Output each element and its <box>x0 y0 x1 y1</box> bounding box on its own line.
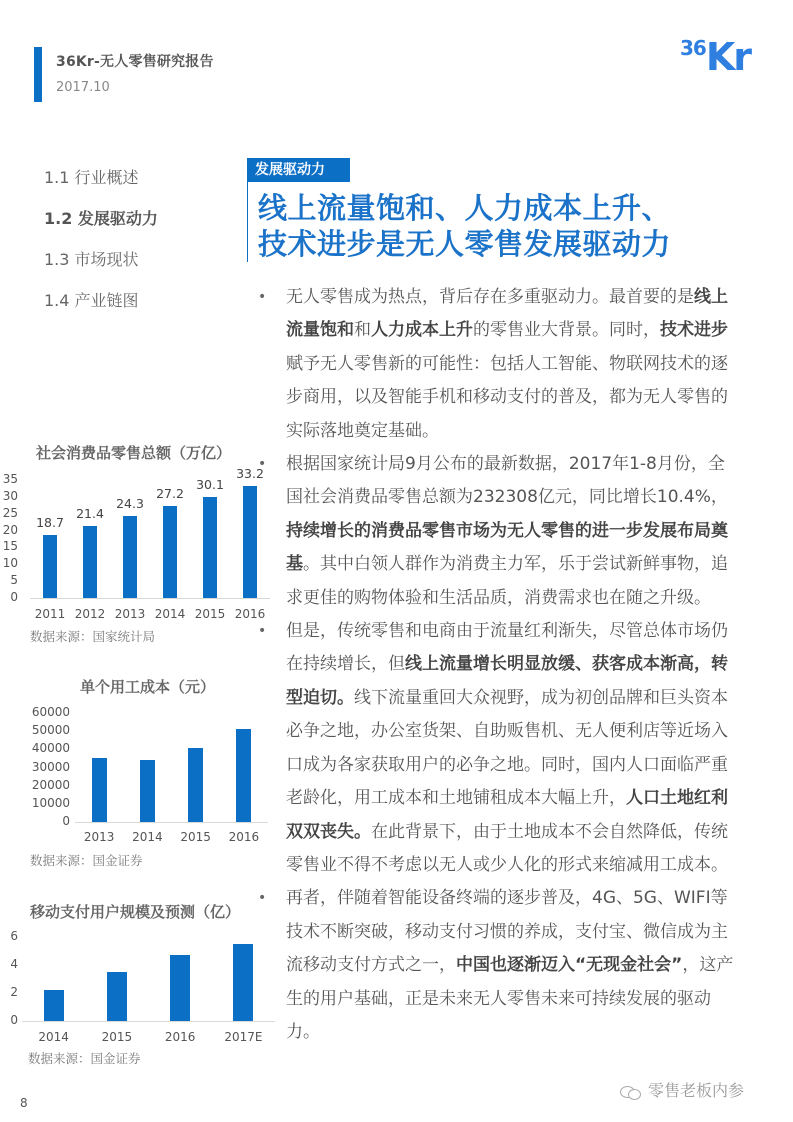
x-axis-tick: 2014 <box>154 607 186 621</box>
x-axis-tick: 2013 <box>114 607 146 621</box>
bar-2011 <box>43 535 57 598</box>
body-text-segment: 在此背景下，由于土地成本不会自然降低，传统零售业不得不考虑以无人或少人化的形式来缩减用工成本。 <box>286 821 728 875</box>
x-axis-tick: 2016 <box>228 830 260 844</box>
chart-source: 数据来源：国家统计局 <box>30 629 156 644</box>
y-axis-tick: 50000 <box>31 723 70 738</box>
x-axis-tick: 2011 <box>34 607 66 621</box>
y-axis-tick: 20 <box>2 522 18 537</box>
wechat-icon <box>620 1084 642 1100</box>
y-axis-tick: 4 <box>10 957 18 971</box>
y-axis-tick: 10000 <box>31 795 70 810</box>
toc-item-market[interactable]: 1.3 市场现状 <box>44 250 139 269</box>
y-axis-tick: 0 <box>62 814 70 828</box>
emphasis-text: 技术进步 <box>660 320 728 341</box>
watermark-text: 零售老板内参 <box>648 1081 745 1100</box>
table-of-contents <box>44 165 158 329</box>
bar-2015 <box>188 748 203 822</box>
section-title-line-1: 线上流量饱和、人力成本上升、 <box>258 191 672 225</box>
paragraph-3 <box>258 615 738 882</box>
body-text-segment: 线下流量重回大众视野，成为初创品牌和巨头资本必争之地，办公室货架、自助贩售机、无人便利店等近场入口成为各家获取用户的必争之地。同时，国内人口面临严重老龄化，用工成本和土地铺租成本大幅上升， <box>286 687 728 809</box>
bar-2013 <box>123 516 137 598</box>
bar-2014 <box>44 990 64 1021</box>
body-text-segment: 无人零售成为热点，背后存在多重驱动力。最首要的是 <box>286 287 694 307</box>
body-text-segment: 但是，传统零售和电商由于流量红利渐失，尽管总体市场仍在持续增长，但 <box>286 621 728 675</box>
paragraph-1 <box>258 281 738 448</box>
x-axis-tick: 2013 <box>83 830 115 844</box>
toc-item-drivers[interactable]: 1.2 发展驱动力 <box>44 209 158 228</box>
bar-2016 <box>236 729 251 822</box>
body-text-segment: 再者，伴随着智能设备终端的逐步普及，4G、5G、WIFI等技术不断突破，移动支付习惯的养成，支付宝、微信成为主流移动支付方式之一， <box>286 888 728 976</box>
data-label: 18.7 <box>36 514 64 530</box>
y-axis-tick: 0 <box>10 1013 18 1027</box>
chart-title: 社会消费品零售总额（万亿） <box>36 444 232 462</box>
x-axis-tick: 2012 <box>74 607 106 621</box>
paragraph-4 <box>258 882 738 1049</box>
wechat-watermark <box>620 1078 744 1101</box>
toc-item-industry-chain[interactable]: 1.4 产业链图 <box>44 291 139 310</box>
chart-title: 移动支付用户规模及预测（亿） <box>30 903 241 921</box>
bar-2017E <box>233 944 253 1021</box>
x-axis-line <box>22 1021 275 1022</box>
header-accent-bar <box>34 47 42 102</box>
bar-2013 <box>92 758 107 822</box>
section-tag: 发展驱动力 <box>247 158 350 182</box>
x-axis-tick: 2016 <box>164 1030 196 1044</box>
emphasis-text: 持续增长的消费品零售市场为无人零售的进一步发展布局奠基 <box>286 520 728 575</box>
y-axis-tick: 2 <box>10 985 18 999</box>
y-axis-tick: 0 <box>10 590 18 604</box>
y-axis-tick: 60000 <box>31 705 70 719</box>
x-axis-tick: 2014 <box>132 830 163 844</box>
bullet-icon: • <box>258 623 267 640</box>
paragraph-2 <box>258 448 738 615</box>
x-axis-tick: 2015 <box>194 607 226 621</box>
body-text-segment: 根据国家统计局9月公布的最新数据，2017年1-8月份，全国社会消费品零售总额为232308亿元，同比增长10.4%， <box>286 454 728 508</box>
bar-2012 <box>83 526 97 598</box>
bullet-icon: • <box>258 289 267 305</box>
y-axis-tick: 20000 <box>31 777 70 792</box>
bar-2016 <box>170 955 190 1021</box>
y-axis-tick: 30000 <box>31 759 70 774</box>
bar-2014 <box>163 506 177 598</box>
body-text-segment: 赋予无人零售新的可能性：包括人工智能、物联网技术的逐步商用，以及智能手机和移动支付的普及，都为无人零售的实际落地奠定基础。 <box>286 353 728 441</box>
x-axis-line <box>75 822 268 823</box>
data-label: 27.2 <box>156 486 184 502</box>
body-text-segment: ，这产生的用户基础，正是未来无人零售未来可持续发展的驱动力。 <box>286 955 734 1042</box>
emphasis-text: 线上流量增长明显放缓、获客成本渐高，转型迫切。 <box>286 654 728 708</box>
data-label: 30.1 <box>196 476 224 492</box>
emphasis-text: 线上流量饱和 <box>286 287 728 341</box>
report-date: 2017.10 <box>56 80 110 95</box>
section-title <box>258 190 671 262</box>
data-label: 21.4 <box>76 505 104 521</box>
logo-number: 36 <box>680 36 706 60</box>
emphasis-text: 人口土地红利双双丧失。 <box>286 788 728 842</box>
x-axis-tick: 2015 <box>180 830 211 844</box>
toc-item-overview[interactable]: 1.1 行业概述 <box>44 168 139 187</box>
body-text-segment: 和 <box>354 320 371 341</box>
bar-2015 <box>203 497 217 598</box>
y-axis-tick: 10 <box>2 556 18 571</box>
bar-2016 <box>243 486 257 598</box>
chart-source: 数据来源：国金证券 <box>28 1051 141 1066</box>
y-axis-tick: 25 <box>2 505 18 520</box>
data-label: 24.3 <box>116 496 144 512</box>
bar-2014 <box>140 760 155 822</box>
report-title: 36Kr-无人零售研究报告 <box>56 54 214 70</box>
bar-2015 <box>107 972 127 1021</box>
y-axis-tick: 30 <box>2 488 18 503</box>
logo-letters: Kr <box>705 35 751 79</box>
y-axis-tick: 15 <box>2 539 18 554</box>
bullet-icon: • <box>258 456 267 473</box>
body-text-segment: 。其中白领人群作为消费主力军，乐于尝试新鲜事物，追求更佳的购物体验和生活品质，消费需求也在随之升级。 <box>286 554 728 608</box>
x-axis-tick: 2014 <box>38 1030 69 1044</box>
x-axis-tick: 2015 <box>101 1030 133 1044</box>
page-number: 8 <box>20 1096 28 1110</box>
emphasis-text: 人力成本上升 <box>371 320 473 341</box>
y-axis-tick: 6 <box>10 929 18 943</box>
bullet-icon: • <box>258 890 267 907</box>
chart-title: 单个用工成本（元） <box>80 678 216 696</box>
y-axis-tick: 35 <box>2 472 18 486</box>
y-axis-tick: 40000 <box>31 741 70 756</box>
chart-source: 数据来源：国金证券 <box>30 853 143 868</box>
x-axis-tick: 2016 <box>234 607 266 621</box>
section-title-line-2: 技术进步是无人零售发展驱动力 <box>258 227 672 261</box>
36kr-logo <box>680 35 751 79</box>
emphasis-text: 中国也逐渐迈入“无现金社会” <box>456 955 683 976</box>
y-axis-tick: 5 <box>10 573 18 588</box>
data-label: 33.2 <box>236 466 264 482</box>
x-axis-tick: 2017E <box>224 1030 263 1044</box>
body-text-segment: 的零售业大背景。同时， <box>473 320 660 341</box>
x-axis-line <box>30 598 270 599</box>
body-text <box>258 281 738 1049</box>
